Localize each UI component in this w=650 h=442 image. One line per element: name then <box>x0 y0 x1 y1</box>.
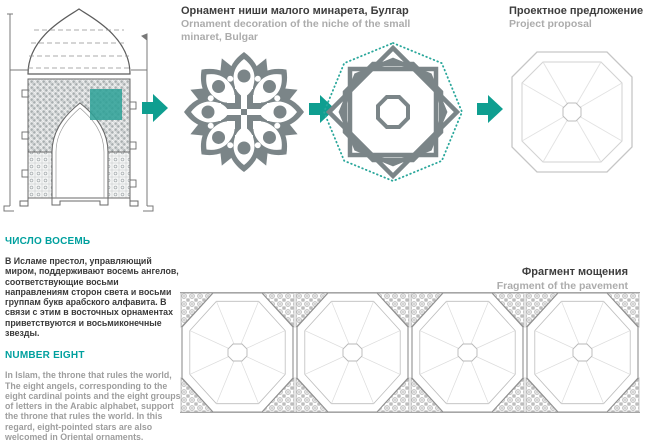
pavement-label <box>430 266 628 293</box>
heading-ru: ЧИСЛО ВОСЕМЬ <box>5 236 91 247</box>
pavement-title-en: Fragment of the pavement <box>496 279 628 292</box>
ornament-title-en: Ornament decoration of the niche of the small minaret, Bulgar <box>181 18 411 43</box>
pavement-tiles <box>181 293 639 412</box>
dome-outline <box>28 9 130 74</box>
highlighted-ornament-region <box>90 89 122 120</box>
paragraph-ru: В Исламе престол, управляющий миром, поддерживают восемь ангелов, соответствующие восьми направлениям сторон света и восьми группам букв арабского алфавита. В связи с этим в восточных орнаментах приветствуются и восьмиконечные звезды. <box>5 256 179 338</box>
left-section-marker <box>4 14 28 211</box>
center-octagon <box>563 103 581 121</box>
geometric-star-scheme <box>322 41 464 183</box>
heading-en: NUMBER EIGHT <box>5 350 85 362</box>
minaret-drawing-svg <box>0 2 160 224</box>
rosette-white-cutouts <box>191 59 297 165</box>
proposal-title-ru: Проектное предложение <box>509 5 644 17</box>
minaret-niche-drawing <box>0 2 160 224</box>
arrow-right-icon-1 <box>142 93 169 123</box>
base-steps <box>20 198 138 206</box>
rosette-ornament <box>182 50 306 174</box>
proposal-title-en: Project proposal <box>509 18 592 30</box>
ornament-title-ru: Орнамент ниши малого минарета, Булгар <box>181 5 409 17</box>
pavement-strip <box>180 292 640 413</box>
proposal-octagon-drawing <box>510 50 634 174</box>
number-eight-text-column <box>5 236 183 442</box>
paragraph-en: In Islam, the throne that rules the world, The eight angels, corresponding to the eight cardinal points and the eight groups of letters in the Arabic alphabet, support the throne that rules the world. In this regard, eight-pointed stars are also welcomed in Oriental ornaments. <box>5 370 181 442</box>
arrow-right-icon-3 <box>477 94 504 124</box>
pavement-title-ru: Фрагмент мощения <box>521 266 628 278</box>
central-octagon <box>378 97 408 127</box>
dome-base-band <box>28 74 130 79</box>
